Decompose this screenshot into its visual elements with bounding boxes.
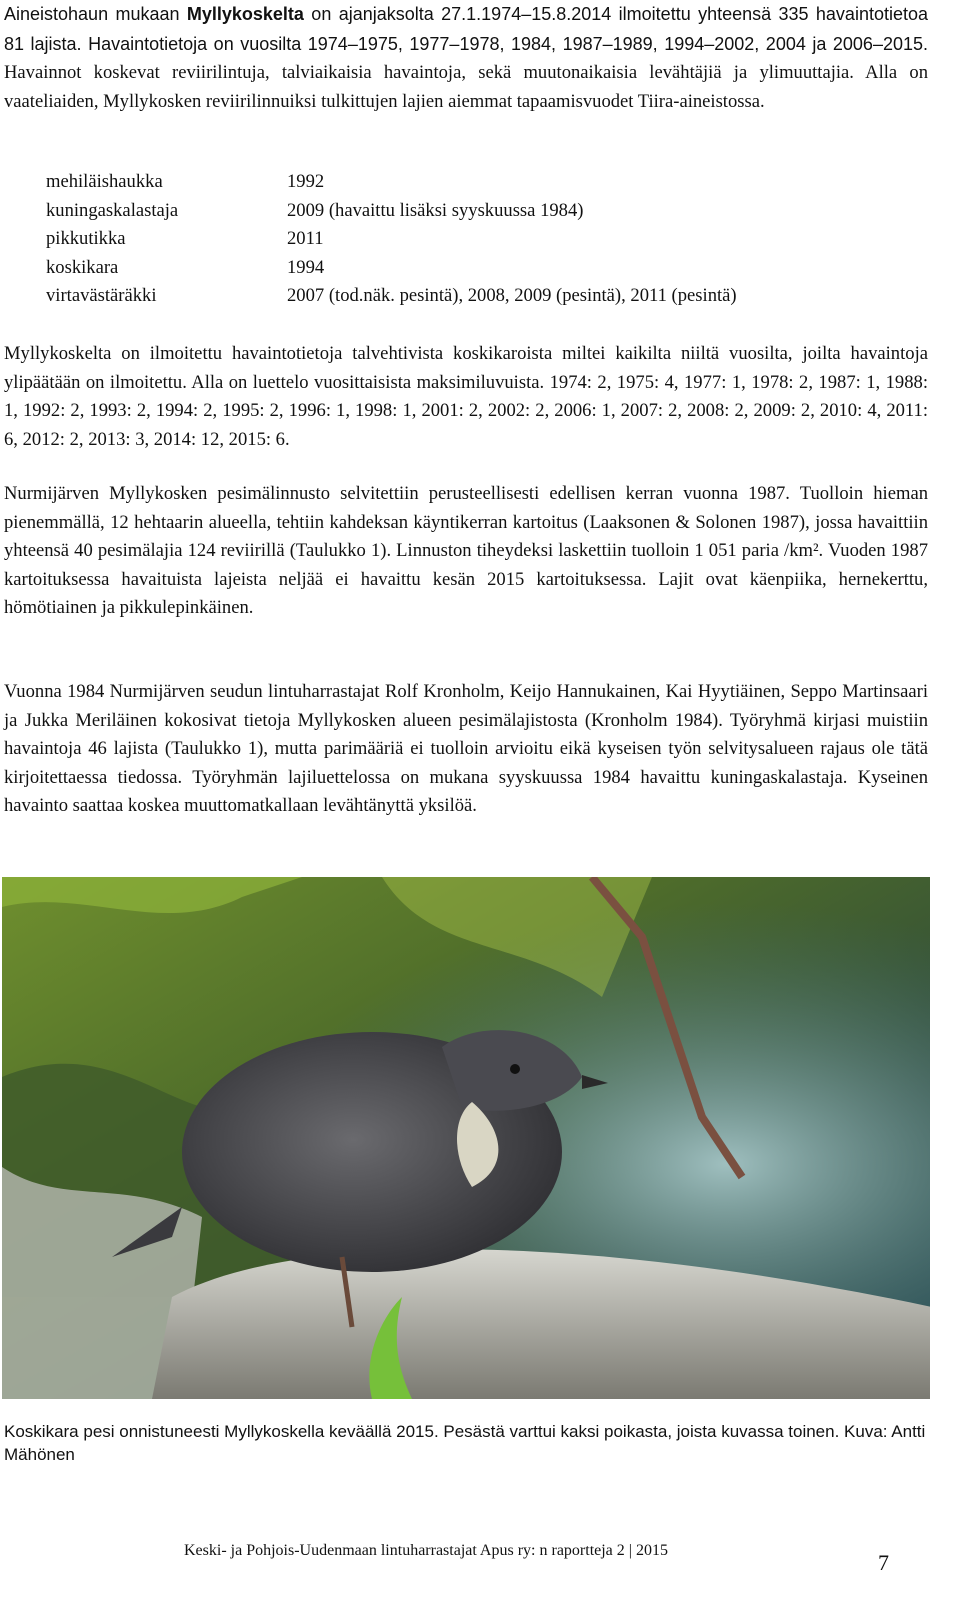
page-footer: Keski- ja Pohjois-Uudenmaan lintuharrastajat Apus ry: n raportteja 2 | 2015 [184, 1542, 668, 1559]
species-years: 2011 [287, 228, 324, 250]
photo-caption: Koskikara pesi onnistuneesti Myllykoskella keväällä 2015. Pesästä varttui kaksi poikasta, joista kuvassa toinen. Kuva: Antti Mähönen [4, 1422, 926, 1464]
species-name: virtavästäräkki [46, 285, 157, 307]
species-row [46, 225, 926, 254]
species-years: 1992 [287, 171, 325, 192]
species-name: koskikara [46, 256, 119, 278]
survey-1984-paragraph: Vuonna 1984 Nurmijärven seudun lintuharrastajat Rolf Kronholm, Keijo Hannukainen, Kai Hyytiäinen, Seppo Martinsaari ja Jukka Meriläinen kokosivat tietoja Myllykosken alueen pesimälajistosta (Kronholm 1984). Työryhmä kirjasi muistiin havaintoja 46 lajista (Taulukko 1), mutta parimääriä ei tuolloin arvioitu eikä kyseisen työn selvitysalueen rajaus ole tätä kirjoitettaessa tiedossa. Työryhmän lajiluettelossa on mukana syyskuussa 1984 havaittu kuningaskalastaja. Kyseinen havainto saattaa koskea muuttomatkallaan levähtänyttä yksilöä. [4, 681, 928, 817]
intro-lead: Aineistohaun mukaan [4, 4, 187, 24]
intro-details: Havainnot koskevat reviirilintuja, talviaikaisia havaintoja, sekä muutonaikaisia levähtäjiä ja ylimuuttajia. Alla on vaateliaiden, Myllykosken reviirilinnuiksi tulkittujen lajien aiemmat tapaamisvuodet Tiira-aineistossa. [4, 62, 928, 112]
species-years: 1994 [287, 256, 325, 278]
page-number: 7 [878, 1550, 889, 1575]
intro-summary: on ajanjaksolta 27.1.1974–15.8.2014 ilmoitettu yhteensä 335 havaintotietoa 81 lajista. Havaintotietoja on vuosilta 1974–1975, 1977–1978, 1984, 1987–1989, 1994–2002, 2004 ja 2006–2015. [4, 4, 928, 54]
species-row [46, 282, 926, 311]
species-name: pikkutikka [46, 228, 126, 250]
species-year-list [46, 168, 926, 311]
place-name: Myllykoskelta [186, 4, 304, 24]
species-row [46, 254, 926, 283]
dipper-photo [2, 877, 930, 1399]
species-name: mehiläishaukka [46, 171, 163, 192]
intro-paragraph [4, 0, 928, 116]
species-years: 2007 (tod.näk. pesintä), 2008, 2009 (pesintä), 2011 (pesintä) [287, 285, 737, 307]
species-years: 2009 (havaittu lisäksi syyskuussa 1984) [287, 199, 584, 221]
winter-dipper-paragraph: Myllykoskelta on ilmoitettu havaintotietoja talvehtivista koskikaroista miltei kaikilta niiltä vuosilta, joilta havaintoja ylipäätään on ilmoitettu. Alla on luettelo vuosittaisista maksimiluvuista. 1974: 2, 1975: 4, 1977: 1, 1978: 2, 1987: 1, 1988: 1, 1992: 2, 1993: 2, 1994: 2, 1995: 2, 1996: 1, 1998: 1, 2001: 2, 2002: 2, 2006: 1, 2007: 2, 2008: 2, 2009: 2, 2010: 4, 2011: 6, 2012: 2, 2013: 3, 2014: 12, 2015: 6. [4, 343, 928, 450]
species-row [46, 197, 926, 226]
species-row [46, 168, 926, 197]
species-name: kuningaskalastaja [46, 199, 179, 221]
survey-1987-paragraph: Nurmijärven Myllykosken pesimälinnusto selvitettiin perusteellisesti edellisen kerran vuonna 1987. Tuolloin hieman pienemmällä, 12 hehtaarin alueella, tehtiin kahdeksan käyntikerran kartoitus (Laaksonen & Solonen 1987), jossa havaittiin yhteensä 40 pesimälajia 124 reviirillä (Taulukko 1). Linnuston tiheydeksi laskettiin tuolloin 1 051 paria /km². Vuoden 1987 kartoituksessa havaituista lajeista neljää ei havaittu kesän 2015 kartoituksessa. Lajit ovat käenpiika, hernekerttu, hömötiainen ja pikkulepinkäinen. [4, 483, 928, 619]
